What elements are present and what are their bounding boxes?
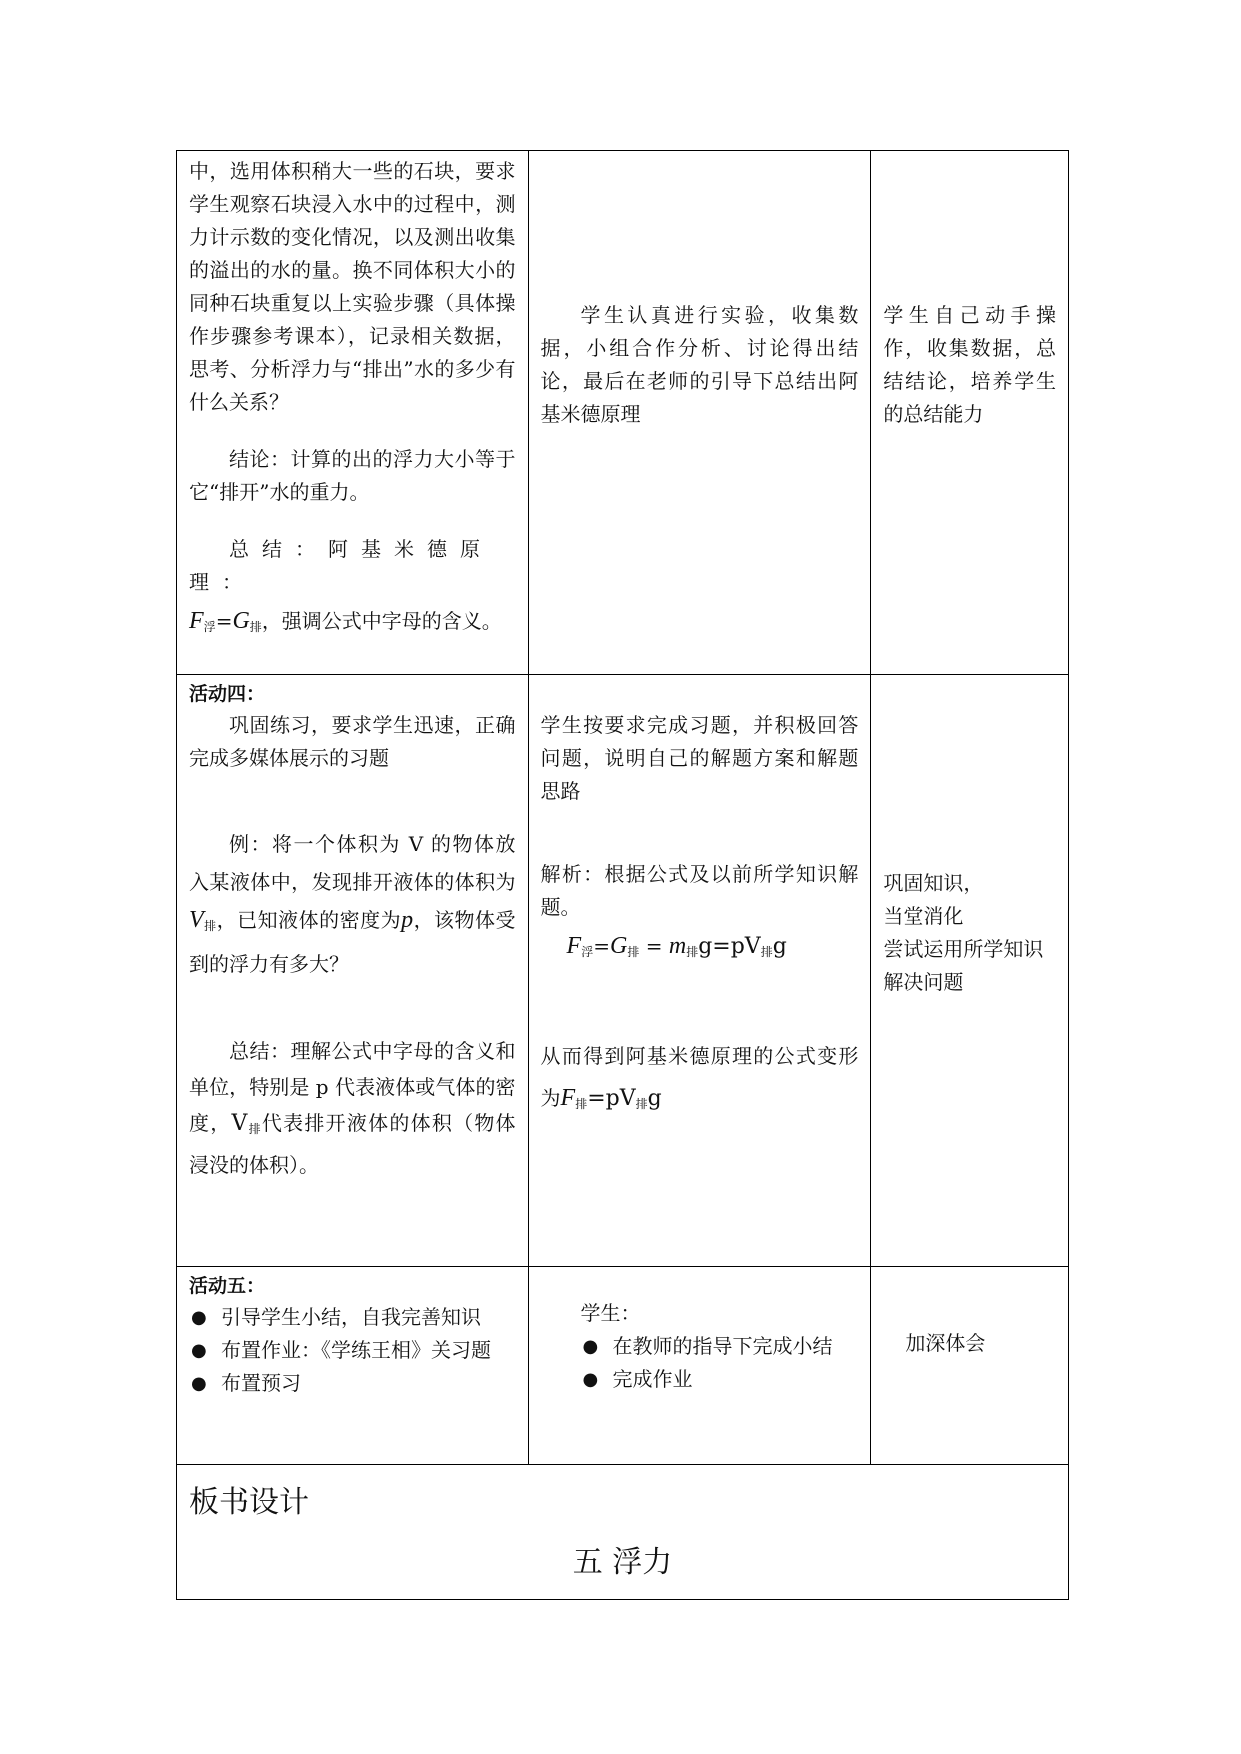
example-problem: 例：将一个体积为 V 的物体放入某液体中，发现排开液体的体积为$V_排$，已知液体的密度为p，该物体受到的浮力有多大？ xyxy=(189,832,516,976)
design-intent-line: 尝试运用所学知识解决问题 xyxy=(883,936,1044,994)
design-intent-cell xyxy=(871,1267,1069,1465)
exercise-intro: 巩固练习，要求学生迅速，正确完成多媒体展示的习题 xyxy=(189,713,516,770)
design-intent-cell xyxy=(871,151,1069,675)
experiment-description: 中，选用体积稍大一些的石块，要求学生观察石块浸入水中的过程中，测力计示数的变化情况，以及测出收集的溢出的水的量。换不同体积大小的同种石块重复以上实验步骤（具体操作步骤参考课本），记录相关数据，思考、分析浮力与“排出”水的多少有什么关系？ xyxy=(189,159,516,414)
activity-five-title: 活动五： xyxy=(189,1275,266,1297)
design-intent-text: 加深体会 xyxy=(905,1331,986,1355)
design-intent-cell xyxy=(871,675,1069,1267)
summary-label: 总结：阿基米德原理： xyxy=(189,537,493,594)
lesson-plan-table xyxy=(176,150,1069,1600)
teacher-activity-cell xyxy=(177,1267,529,1465)
list-item: ● 完成作业 xyxy=(581,1363,859,1396)
buoyancy-formula: $F_浮=G_排 = m_排g=pV_排g$ xyxy=(566,933,787,959)
teacher-activity-cell xyxy=(177,151,529,675)
table-row xyxy=(177,151,1069,675)
board-design-cell xyxy=(177,1465,1069,1600)
archimedes-formula: $F_浮=G_排$，强调公式中字母的含义。 xyxy=(189,608,502,634)
design-intent-line: 当堂消化 xyxy=(883,903,964,928)
board-design-heading: 板书设计 xyxy=(189,1485,309,1520)
table-row xyxy=(177,1465,1069,1600)
conclusion-text: 结论：计算的出的浮力大小等于它“排开”水的重力。 xyxy=(189,447,516,504)
student-activity-cell xyxy=(528,675,871,1267)
formula-derivation: 从而得到阿基米德原理的公式变形为$F_排=pV_排g$ xyxy=(540,1044,859,1111)
student-activity-cell xyxy=(528,151,871,675)
activity-four-title: 活动四： xyxy=(189,683,266,705)
board-design-subheading: 五 浮力 xyxy=(572,1545,673,1580)
student-experiment-text: 学生认真进行实验，收集数据，小组合作分析、讨论得出结论，最后在老师的引导下总结出阿基米德原理 xyxy=(540,302,859,426)
student-label: 学生： xyxy=(580,1301,641,1325)
student-activity-cell xyxy=(528,1267,871,1465)
teacher-task-list xyxy=(189,1301,516,1400)
student-task-list xyxy=(541,1330,859,1396)
list-item: ● 布置作业：《学练王相》关习题 xyxy=(189,1334,516,1367)
list-item: ● 在教师的指导下完成小结 xyxy=(581,1330,859,1363)
design-intent-line: 巩固知识， xyxy=(883,870,984,895)
student-exercise-text: 学生按要求完成习题，并积极回答问题，说明自己的解题方案和解题思路 xyxy=(540,713,859,803)
list-item: ● 引导学生小结，自我完善知识 xyxy=(189,1301,516,1334)
design-intent-text: 学生自己动手操作，收集数据，总结结论，培养学生的总结能力 xyxy=(883,302,1056,426)
list-item: ● 布置预习 xyxy=(189,1367,516,1400)
table-row xyxy=(177,675,1069,1267)
teacher-activity-cell xyxy=(177,675,529,1267)
analysis-text: 解析：根据公式及以前所学知识解题。 xyxy=(540,862,859,919)
table-row xyxy=(177,1267,1069,1465)
exercise-summary: 总结：理解公式中字母的含义和单位，特别是 p 代表液体或气体的密度，$V_排$代表排开液体的体积（物体浸没的体积）。 xyxy=(189,1039,516,1177)
